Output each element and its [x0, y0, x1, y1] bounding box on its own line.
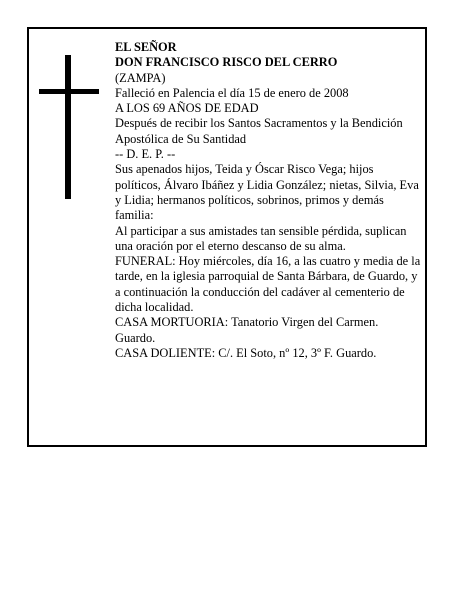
title-line-1: EL SEÑOR: [115, 40, 177, 54]
notice-text: [115, 40, 421, 361]
funeral-paragraph: FUNERAL: Hoy miércoles, día 16, a las cuatro y media de la tarde, en la iglesia parroquial de Santa Bárbara, de Guardo, y a continuación la conducción del cadáver al cementerio de dicha localidad.: [115, 254, 421, 315]
nickname: (ZAMPA): [115, 70, 166, 85]
family-paragraph: Sus apenados hijos, Teida y Óscar Risco Vega; hijos políticos, Álvaro Ibáñez y Lidia González; nietas, Silvia, Eva y Lidia; hermanos políticos, sobrinos, primos y demás familia:: [115, 162, 419, 223]
cross-icon: [39, 55, 99, 199]
request-paragraph: Al participar a sus amistades tan sensible pérdida, suplican una oración por el eterno descanso de su alma.: [115, 223, 407, 253]
dep-line: -- D. E. P. --: [115, 147, 176, 162]
mortuary-line: CASA MORTUORIA: Tanatorio Virgen del Carmen. Guardo.: [115, 315, 379, 345]
obituary-notice: [27, 27, 427, 447]
age-line: A LOS 69 AÑOS DE EDAD: [115, 101, 259, 116]
death-info: Falleció en Palencia el día 15 de enero de 2008: [115, 85, 349, 100]
cross-horizontal-bar: [39, 89, 99, 94]
mourning-house-line: CASA DOLIENTE: C/. El Soto, nº 12, 3º F. Guardo.: [115, 345, 377, 360]
deceased-name: DON FRANCISCO RISCO DEL CERRO: [115, 55, 338, 70]
sacraments-line: Después de recibir los Santos Sacramentos y la Bendición Apostólica de Su Santidad: [115, 116, 403, 146]
cross-vertical-bar: [65, 55, 71, 199]
